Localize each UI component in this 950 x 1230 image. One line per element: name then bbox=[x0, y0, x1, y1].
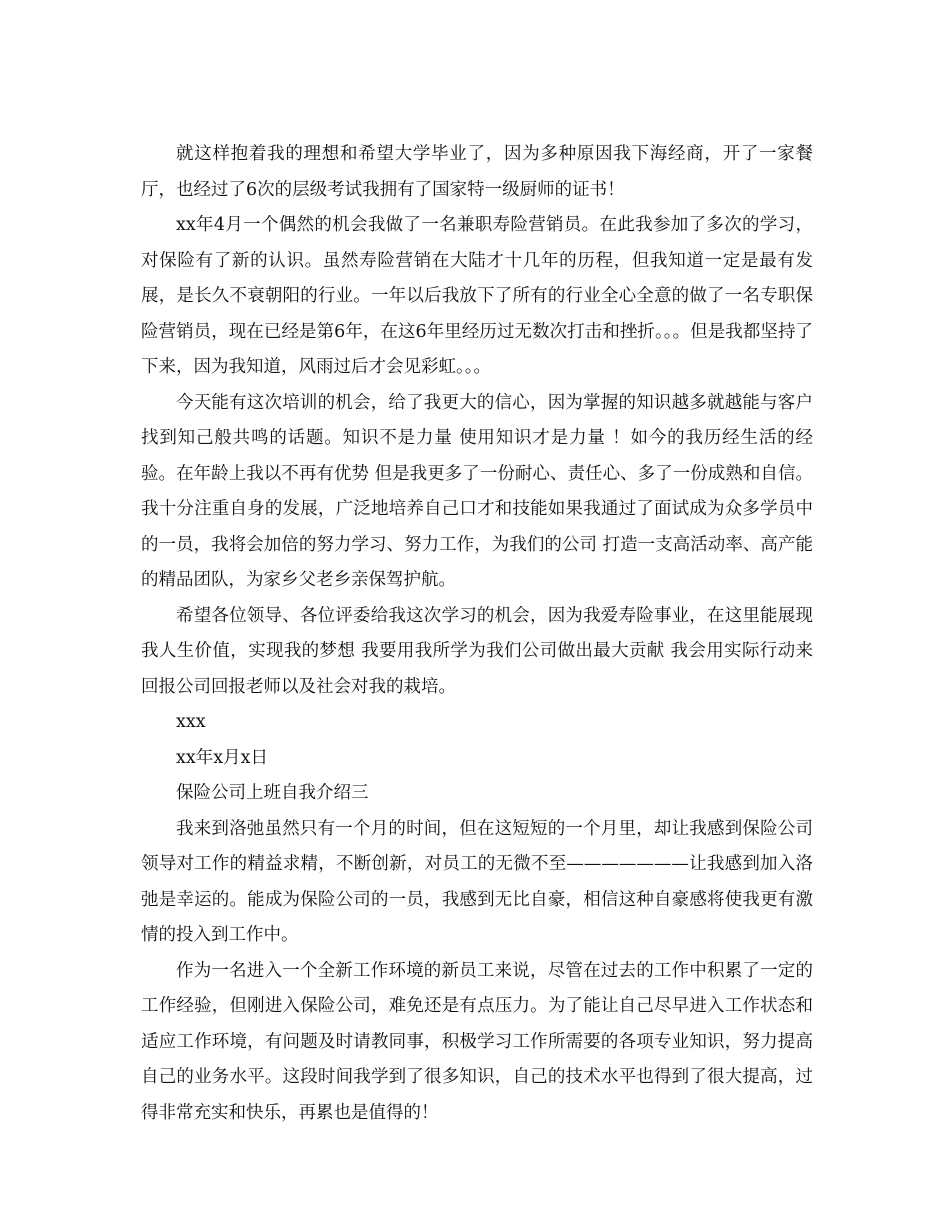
paragraph-closing-wish: 希望各位领导、各位评委给我这次学习的机会，因为我爱寿险事业，在这里能展现我人生价值，实现我的梦想 我要用我所学为我们公司做出最大贡献 我会用实际行动来回报公司回报老师以及社会对我的栽培。 bbox=[141, 605, 813, 697]
paragraph-graduation: 就这样抱着我的理想和希望大学毕业了，因为多种原因我下海经商，开了一家餐厅，也经过了6次的层级考试我拥有了国家特一级厨师的证书！ bbox=[141, 144, 813, 200]
document-body bbox=[141, 137, 813, 1131]
signature: xxx bbox=[176, 712, 206, 732]
date-line: xx年x月x日 bbox=[176, 747, 268, 768]
paragraph-training: 今天能有这次培训的机会，给了我更大的信心，因为掌握的知识越多就越能与客户找到知己般共鸣的话题。知识不是力量 使用知识才是力量 ！如今的我历经生活的经验。在年龄上我以不再有优势 但是我更多了一份耐心、责任心、多了一份成熟和自信。我十分注重自身的发展，广泛地培养自己口才和技能如果我通过了面试成为众多学员中的一员，我将会加倍的努力学习、努力工作，为我们的公司 打造一支高活动率、高产能的精品团队，为家乡父老乡亲保驾护航。 bbox=[141, 392, 813, 590]
paragraph-new-employee: 作为一名进入一个全新工作环境的新员工来说，尽管在过去的工作中积累了一定的工作经验，但刚进入保险公司，难免还是有点压力。为了能让自己尽早进入工作状态和适应工作环境，有问题及时请教同事，积极学习工作所需要的各项专业知识，努力提高自己的业务水平。这段时间我学到了很多知识，自己的技术水平也得到了很大提高，过得非常充实和快乐，再累也是值得的！ bbox=[141, 960, 813, 1123]
paragraph-joining-company: 我来到洛弛虽然只有一个月的时间，但在这短短的一个月里，却让我感到保险公司领导对工作的精益求精，不断创新，对员工的无微不至———————让我感到加入洛弛是幸运的。能成为保险公司的一员，我感到无比自豪，相信这种自豪感将使我更有激情的投入到工作中。 bbox=[141, 818, 813, 945]
section-title: 保险公司上班自我介绍三 bbox=[176, 783, 369, 803]
paragraph-insurance-career: xx年4月一个偶然的机会我做了一名兼职寿险营销员。在此我参加了多次的学习，对保险有了新的认识。虽然寿险营销在大陆才十几年的历程，但我知道一定是最有发展，是长久不衰朝阳的行业。一年以后我放下了所有的行业全心全意的做了一名专职保险营销员，现在已经是第6年，在这6年里经历过无数次打击和挫折。。。但是我都坚持了下来，因为我知道，风雨过后才会见彩虹。。。 bbox=[141, 215, 813, 377]
